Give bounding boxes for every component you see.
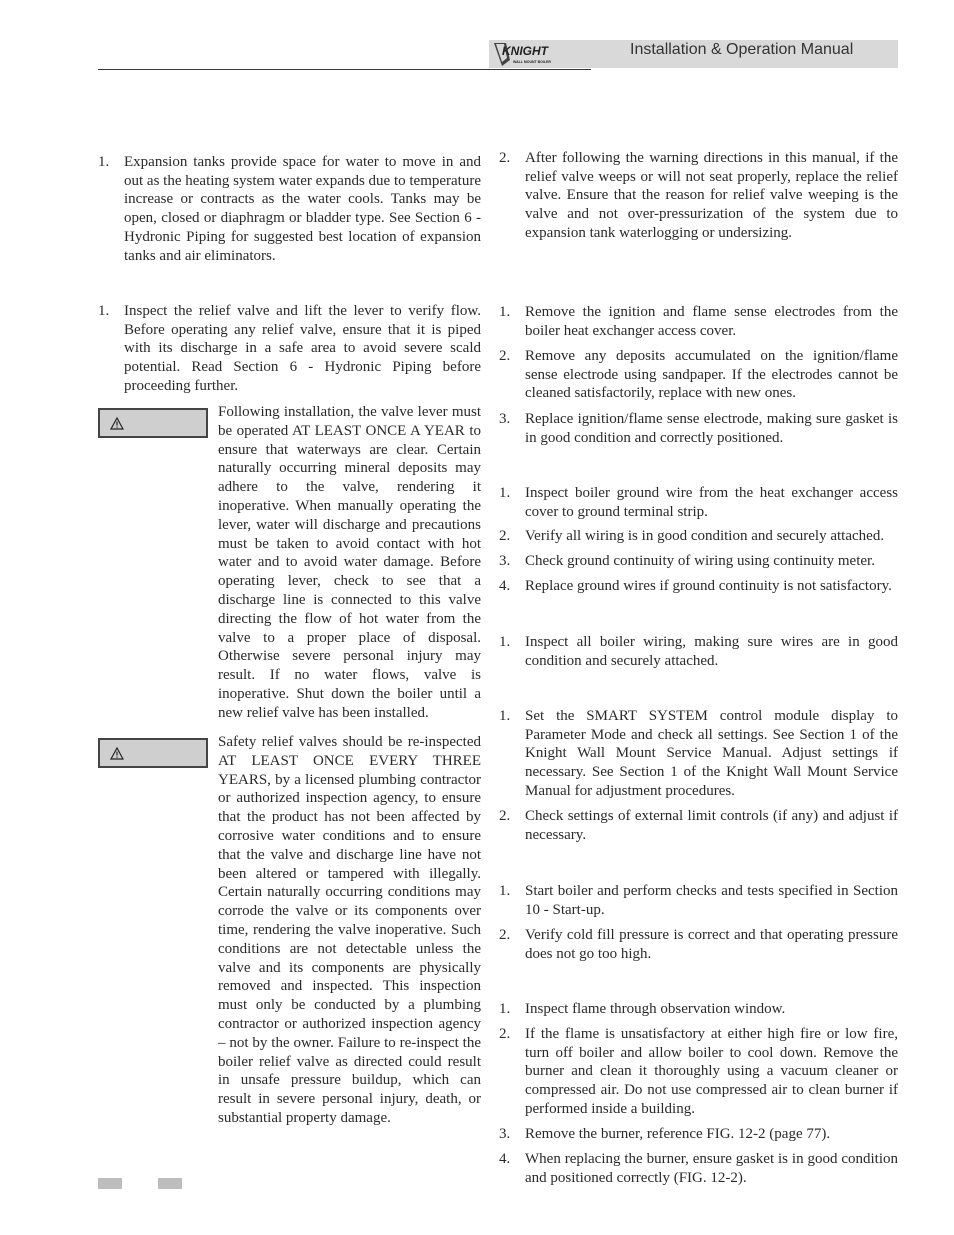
list-number: 3. [499,1126,511,1142]
list-text: When replacing the burner, ensure gasket is in good condition and positioned correctly (FIG. 12-2). [525,1151,898,1186]
list-text: After following the warning directions in this manual, if the relief valve weeps or will not seat properly, replace the relief valve. Ensure that the reason for relief valve weeping is the valve and not over-pressurization of the system due to expansion tank waterlogging or undersizing. [525,150,898,241]
list-number: 2. [499,927,511,943]
list-text: Inspect all boiler wiring, making sure wires are in good condition and securely attached. [525,634,898,669]
list-number: 1. [499,883,511,899]
manual-title: Installation & Operation Manual [630,41,854,58]
list-number: 1. [499,485,511,501]
list-number: 2. [499,528,511,544]
list-text: Replace ground wires if ground continuity is not satisfactory. [525,578,892,594]
warning-label-box [98,738,208,768]
logo-subtext: WALL MOUNT BOILER [513,60,551,64]
list-number: 1. [98,303,110,319]
warning-text: Safety relief valves should be re-inspected AT LEAST ONCE EVERY THREE YEARS, by a licensed plumbing contractor or authorized inspection agency, to ensure that the product has not been affected by corrosive water conditions and to ensure that the valve and discharge line have not been altered or tampered with illegally. Certain naturally occurring conditions may corrode the valve or its components over time, rendering the valve inoperative. Such conditions are not detectable unless the valve and its components are physically removed and inspected. This inspection must only be conducted by a plumbing contractor or authorized inspection agency – not by the owner. Failure to re-inspect the boiler relief valve as directed could result in unsafe pressure buildup, which can result in severe personal injury, death, or substantial property damage. [218,734,481,1126]
list-number: 2. [499,348,511,364]
list-number: 2. [499,1026,511,1042]
list-number: 1. [499,304,511,320]
list-text: If the flame is unsatisfactory at either high fire or low fire, turn off boiler and allow boiler to cool down. Remove the burner and clean it thoroughly using a vacuum cleaner or compressed air. Do not use compressed air to clean burner if performed inside a building. [525,1026,898,1117]
list-number: 2. [499,808,511,824]
list-number: 4. [499,578,511,594]
list-number: 1. [499,1001,511,1017]
warning-triangle-icon [110,747,124,760]
list-text: Remove the burner, reference FIG. 12-2 (page 77). [525,1126,831,1142]
list-text: Verify cold fill pressure is correct and that operating pressure does not go too high. [525,927,898,962]
list-text: Remove the ignition and flame sense electrodes from the boiler heat exchanger access cover. [525,304,898,339]
list-text: Expansion tanks provide space for water to move in and out as the heating system water expands due to temperature increase or contracts as the water cools. Tanks may be open, closed or diaphragm or bladder type. See Section 6 - Hydronic Piping for suggested best location of expansion tanks and air eliminators. [124,154,481,264]
list-number: 1. [499,634,511,650]
list-text: Set the SMART SYSTEM control module display to Parameter Mode and check all settings. See Section 1 of the Knight Wall Mount Service Manual. Adjust settings if necessary. See Section 1 of the Knight Wall Mount Service Manual for adjustment procedures. [525,708,898,799]
list-text: Inspect the relief valve and lift the lever to verify flow. Before operating any relief valve, ensure that it is piped with its discharge in a safe area to avoid severe scald potential. Read Section 6 - Hydronic Piping before proceeding further. [124,303,481,394]
list-text: Start boiler and perform checks and tests specified in Section 10 - Start-up. [525,883,898,918]
list-text: Verify all wiring is in good condition and securely attached. [525,528,885,544]
knight-logo [492,40,566,68]
logo-text: KNIGHT [502,44,548,58]
list-number: 1. [98,154,110,170]
list-number: 3. [499,411,511,427]
warning-text: Following installation, the valve lever must be operated AT LEAST ONCE A YEAR to ensure that waterways are clear. Certain naturally occurring mineral deposits may adhere to the valve, rendering it inoperative. When manually operating the lever, water will discharge and precautions must be taken to avoid contact with hot water and to avoid water damage. Before operating lever, check to see that a discharge line is connected to this valve directing the flow of hot water from the valve to a proper place of disposal. Otherwise severe personal injury may result. If no water flows, valve is inoperative. Shut down the boiler until a new relief valve has been installed. [218,404,481,721]
footer-tab [98,1178,122,1189]
list-text: Inspect flame through observation window. [525,1001,786,1017]
header-rule [98,69,591,70]
list-number: 4. [499,1151,511,1167]
list-text: Check ground continuity of wiring using continuity meter. [525,553,875,569]
list-text: Replace ignition/flame sense electrode, making sure gasket is in good condition and correctly positioned. [525,411,898,446]
list-text: Inspect boiler ground wire from the heat exchanger access cover to ground terminal strip. [525,485,898,520]
list-text: Remove any deposits accumulated on the ignition/flame sense electrode using sandpaper. If the electrodes cannot be cleaned satisfactorily, replace with new ones. [525,348,898,402]
list-number: 2. [499,150,511,166]
footer-tab [158,1178,182,1189]
warning-label-box [98,408,208,438]
list-number: 1. [499,708,511,724]
warning-triangle-icon [110,417,124,430]
list-number: 3. [499,553,511,569]
list-text: Check settings of external limit controls (if any) and adjust if necessary. [525,808,898,843]
